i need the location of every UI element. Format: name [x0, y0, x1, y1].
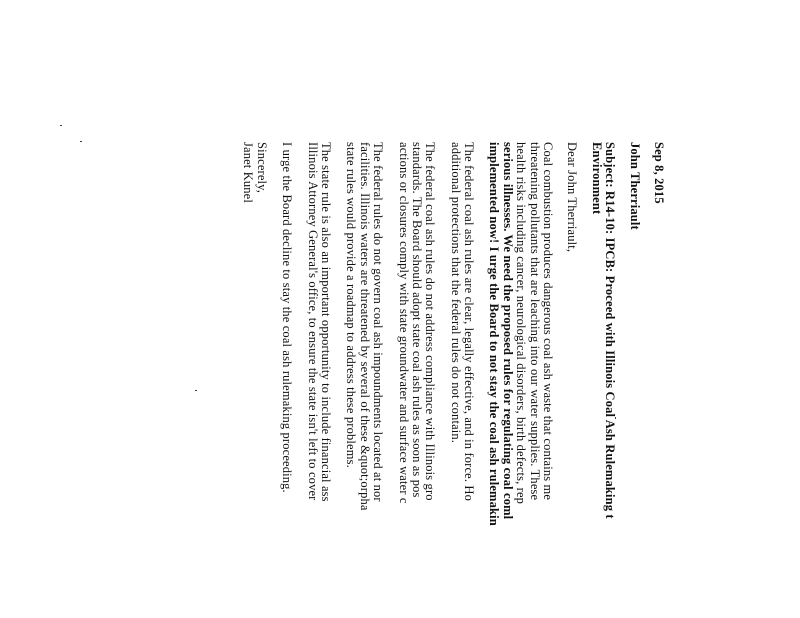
letter-recipient: John Therriault — [627, 142, 642, 230]
paragraph-line: The federal coal ash rules do not address compliance with Illinois gro — [423, 142, 438, 501]
letter-subject-line-1: Subject: R14-10: IPCB: Proceed with Illinois Coal Ash Rulemaking t — [603, 142, 618, 519]
paragraph-line: I urge the Board decline to stay the coal ash rulemaking proceeding. — [280, 142, 295, 493]
paragraph-line: threatening pollutants that are leaching into our water supplies. These — [527, 142, 542, 501]
paragraph-3 — [396, 142, 436, 612]
letter-body — [241, 142, 665, 612]
paragraph-line: state rules would provide a roadmap to address these problems. — [344, 142, 359, 468]
paragraph-line: facilities. Illinois waters are threatened by several of these &quot;orpha — [357, 142, 372, 511]
paragraph-line: The federal coal ash rules are clear, legally effective, and in force. Ho — [462, 142, 477, 501]
paragraph-line: Coal combustion produces dangerous coal ash waste that contains me — [541, 142, 556, 501]
paragraph-line: Illinois Attorney General's office, to ensure the state isn't left to cover — [305, 142, 320, 501]
paragraph-2 — [448, 142, 475, 612]
paragraph-line: The state rule is also an important opportunity to include financial ass — [318, 142, 333, 502]
paragraph-line: serious illnesses. We need the proposed rules for regulating coal coml — [500, 142, 515, 520]
letter-signature: Janet Kunel — [241, 142, 256, 204]
letter-salutation: Dear John Therriault, — [565, 142, 580, 253]
letter-subject-line-2: Environment — [589, 142, 604, 215]
scan-speck — [80, 141, 82, 142]
scan-speck — [60, 125, 62, 126]
paragraph-4 — [344, 142, 384, 612]
paragraph-line: The federal rules do not govern coal ash impoundments located at nor — [371, 142, 386, 502]
paragraph-line: implemented now! I urge the Board to not stay the coal ash rulemakin — [487, 142, 502, 526]
paragraph-5 — [305, 142, 332, 612]
scan-speck — [195, 390, 197, 391]
letter-date: Sep 8, 2015 — [652, 142, 666, 204]
paragraph-line: additional protections that the federal rules do not contain. — [448, 142, 463, 444]
letter-closing: Sincerely, — [254, 142, 269, 194]
paragraph-line: health risks including cancer, neurological disorders, birth defects, rep — [514, 142, 529, 505]
paragraph-line: actions or closures comply with state groundwater and surface water c — [396, 142, 411, 504]
paragraph-6 — [280, 142, 293, 612]
paragraph-line: standards. The Board should adopt state coal ash rules as soon as pos — [409, 142, 424, 498]
paragraph-1 — [487, 142, 554, 612]
